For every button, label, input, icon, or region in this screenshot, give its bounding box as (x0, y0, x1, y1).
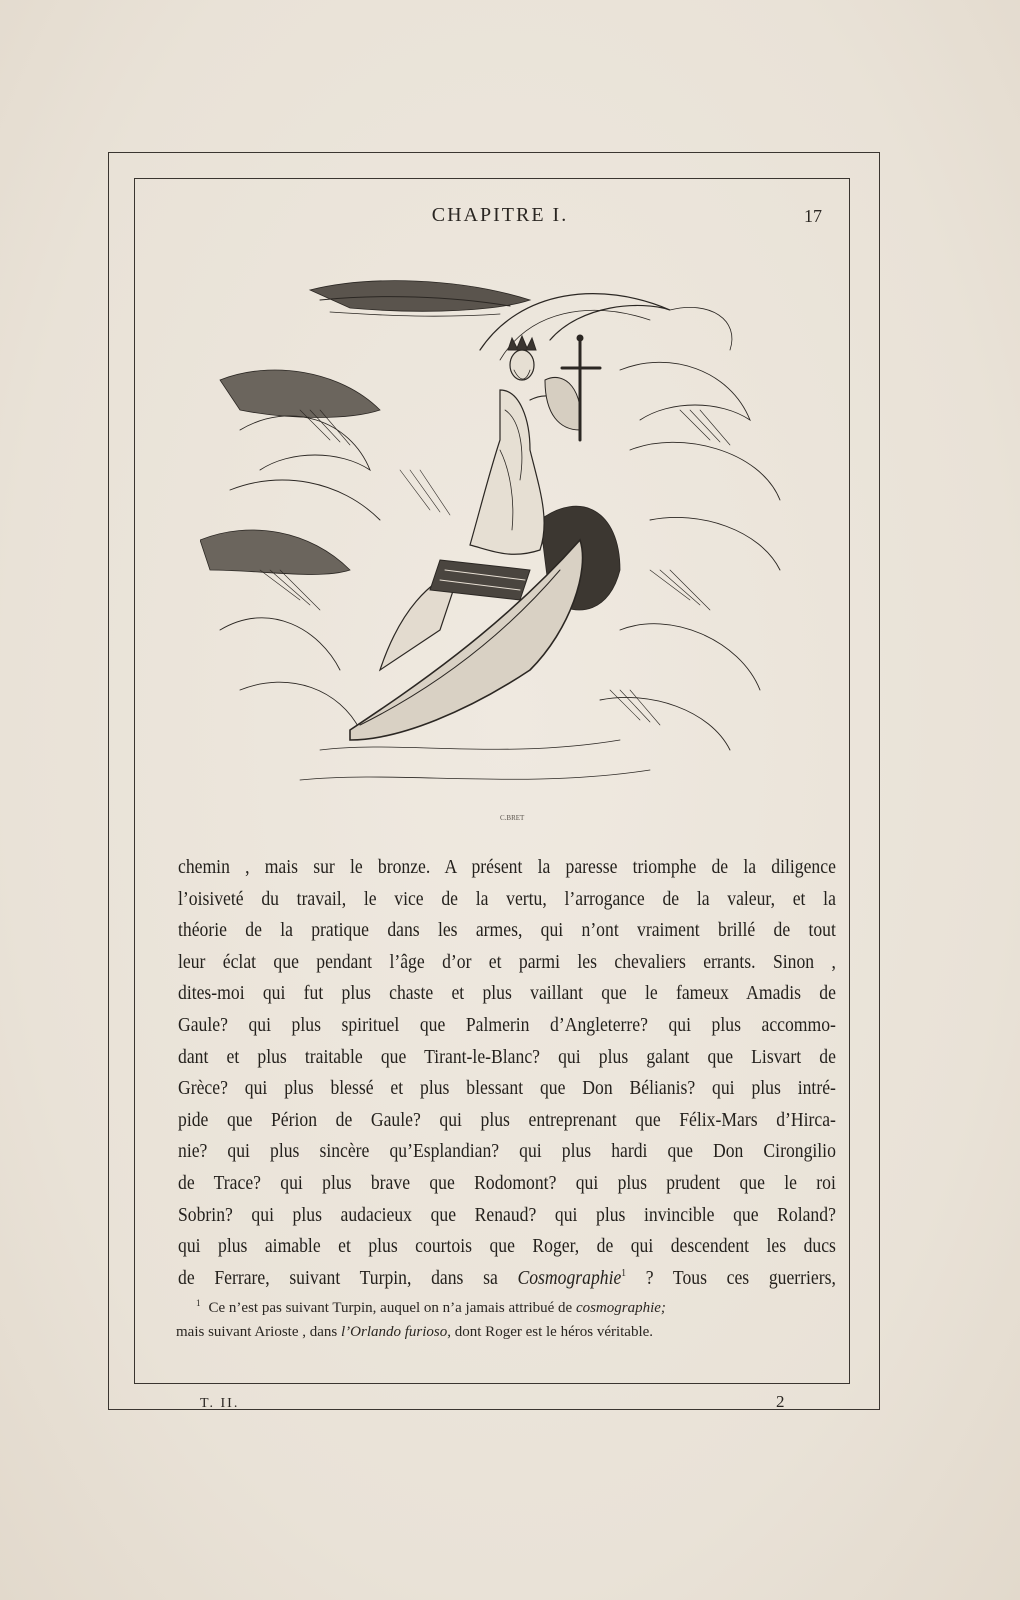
body-line: Sobrin? qui plus audacieux que Renaud? qui plus invincible que Roland? (178, 1203, 836, 1226)
engraver-signature: C.BRET (500, 814, 525, 822)
body-line: Grèce? qui plus blessé et plus blessant que Don Bélianis? qui plus intré- (178, 1077, 836, 1100)
italic-title: Cosmographie (517, 1266, 622, 1289)
body-line: qui plus aimable et plus courtois que Roger, de qui descendent les ducs (178, 1235, 836, 1258)
footnote-reference[interactable]: 1 (621, 1266, 627, 1279)
body-line-last: de Ferrare, suivant Turpin, dans sa Cosmographie$^1$ ? Tous ces guerriers, (178, 1266, 836, 1289)
body-line: Gaule? qui plus spirituel que Palmerin d’Angleterre? qui plus accommo- (178, 1013, 836, 1036)
body-line: dites-moi qui fut plus chaste et plus vaillant que le fameux Amadis de (178, 982, 836, 1005)
footnote-line: mais suivant Arioste , dans l’Orlando furioso, dont Roger est le héros véritable. (176, 1324, 654, 1340)
body-line: dant et plus traitable que Tirant-le-Blanc? qui plus galant que Lisvart de (178, 1045, 836, 1068)
engraving-knight-in-boat (200, 270, 810, 840)
page-number: 17 (804, 206, 822, 226)
footnote-mark: 1 (196, 1298, 201, 1308)
body-line: pide que Périon de Gaule? qui plus entreprenant que Félix-Mars d’Hirca- (178, 1108, 836, 1131)
body-line: leur éclat que pendant l’âge d’or et parmi les chevaliers errants. Sinon , (178, 950, 836, 973)
footnote-line: $^1$ Ce n’est pas suivant Turpin, auquel on n’a jamais attribué de cosmographie; (196, 1298, 666, 1316)
body-line: théorie de la pratique dans les armes, qui n’ont vraiment brillé de tout (178, 919, 836, 942)
running-title: CHAPITRE I. (431, 204, 569, 226)
body-line: l’oisiveté du travail, le vice de la vertu, l’arrogance de la valeur, et la (178, 887, 836, 910)
body-line: nie? qui plus sincère qu’Esplandian? qui plus hardi que Don Cirongilio (178, 1140, 836, 1163)
body-line: chemin , mais sur le bronze. A présent la paresse triomphe de la diligence (178, 856, 836, 878)
body-text (178, 852, 836, 1294)
body-line: de Trace? qui plus brave que Rodomont? qui plus prudent que le roi (178, 1171, 836, 1194)
volume-signature: T. II. (200, 1396, 240, 1411)
footnote (176, 1296, 816, 1344)
sheet-signature-mark: 2 (776, 1392, 785, 1411)
